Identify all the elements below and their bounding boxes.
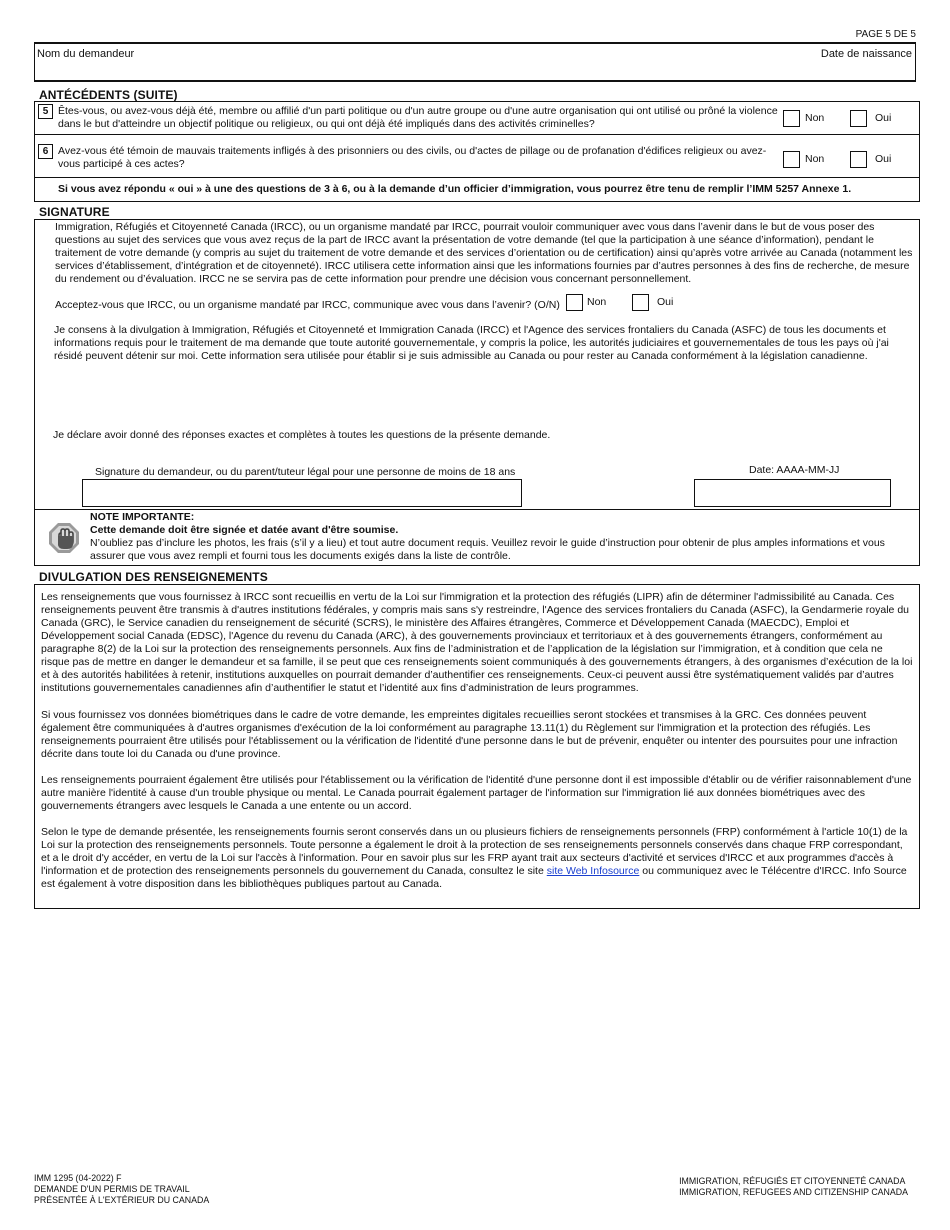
question-5 [34, 101, 920, 135]
page-number: PAGE 5 DE 5 [855, 29, 916, 40]
disclosure-section-title: DIVULGATION DES RENSEIGNEMENTS [39, 570, 268, 584]
date-field[interactable] [694, 479, 891, 507]
signature-section [34, 219, 920, 510]
disclosure-paragraph-4 [41, 826, 913, 891]
important-note-subtitle: Cette demande doit être signée et datée avant d'être soumise. [90, 524, 399, 536]
disclosure-paragraph-4-before: Selon le type de demande présentée, les renseignements fournis seront conservés dans un ou plusieurs fichiers de renseignements personnels (FRP) conformément à l'article 10(1) de la Loi sur la protection des renseignements personnels. Toute personne a également le droit à la protection de ses renseignements personnels conservés dans chaque FRP correspondant, et a le droit d'y accéder, en vertu de la Loi sur l'accès à l'information. Pour en savoir plus sur les FRP ayant trait aux secteurs d'activité et services d'IRCC et aux programmes d'accès à l'information et de protection des renseignements personnels du gouvernement du Canada, consultez le site [41, 826, 908, 877]
department-name-en: IMMIGRATION, REFUGEES AND CITIZENSHIP CANADA [679, 1187, 908, 1197]
disclosure-paragraph-1: Les renseignements que vous fournissez à IRCC sont recueillis en vertu de la Loi sur l'immigration et la protection des réfugiés (LIPR) afin de déterminer l'admissibilité au Canada. Ces renseignements peuvent être transmis à d'autres institutions fédérales, y compris mais sans s'y restreindre, l'Agence des services frontaliers du Canada (ASFC), la Gendarmerie royale du Canada (GRC), le Service canadien du renseignement de sécurité (SCRS), le ministère des Affaires étrangères, Commerce et Développement Canada (MAECDC), Emploi et Développement social Canada (EDSC), l'Agence du revenu du Canada (ARC), à des gouvernements provinciaux et territoriaux et à des gouvernements étrangers, conformément au paragraphe 8(2) de la Loi sur la protection des renseignements personnels. Aux fins de l’administration et de l’application de la législation sur l’immigration, et à condition que cela ne risque pas de mettre en danger le demandeur et sa famille, il se peut que ces renseignements soient communiqués à des gouvernements étrangers, à des organismes d’exécution de la loi et à des autorités habilitées à retenir, institutions auxquelles on pourrait demander d’authentifier ces renseignements. Ceux-ci peuvent aussi être systématiquement validés par d’autres institutions gouvernementales canadiennes afin d’authentifier le statut et l’identité aux fins d’administration de leurs programmes. [41, 591, 913, 694]
date-of-birth-label: Date de naissance [820, 48, 912, 60]
question-6 [34, 134, 920, 178]
disclosure-paragraph-3: Les renseignements pourraient également être utilisés pour l'établissement ou la vérification de l'identité d'une personne dont il est impossible d'établir ou de vérifier raisonnablement d'une autre manière l'identité à cause d'un trouble physique ou mental. Le Canada pourrait également partager de l'information sur l'immigration lié aux données biométriques avec des gouvernements étrangers avec lesquels le Canada a une entente ou un accord. [41, 774, 912, 812]
question-5-yes-checkbox[interactable] [850, 110, 867, 127]
annex-note-box [34, 178, 920, 202]
question-5-no-label: Non [805, 112, 825, 124]
disclosure-paragraph-2: Si vous fournissez vos données biométriques dans le cadre de votre demande, les empreintes digitales recueillies seront stockées et transmises à la GRC. Ces données peuvent également être communiquées à d'autres organismes d'exécution de la loi conformément au paragraphe 13.11(1) du Règlement sur l'immigration et la protection des réfugiés. Les renseignements pourraient être utilisés pour l'établissement ou la vérification de l'identité d'une personne dans le but de prévenir, enquêter ou intenter des poursuites pour une infraction décrite dans toute loi du Canada ou d'une province. [41, 709, 898, 760]
form-title-line-1: DEMANDE D'UN PERMIS DE TRAVAIL [34, 1184, 190, 1194]
contact-no-checkbox[interactable] [566, 294, 583, 311]
question-6-yes-checkbox[interactable] [850, 151, 867, 168]
declaration-text: Je déclare avoir donné des réponses exactes et complètes à toutes les questions de la présente demande. [53, 429, 551, 441]
question-6-yes-label: Oui [875, 153, 892, 165]
annex-note: Si vous avez répondu « oui » à une des questions de 3 à 6, ou à la demande d’un officier d’immigration, vous pourrez être tenu de remplir l’IMM 5257 Annexe 1. [58, 183, 852, 195]
important-note-box [34, 509, 920, 566]
consent-paragraph: Je consens à la divulgation à Immigration, Réfugiés et Citoyenneté et Immigration Canada (IRCC) et l'Agence des services frontaliers du Canada (ASFC) de tous les documents et informations requis pour le traitement de ma demande que toute autorité gouvernementale, y compris la police, les autorités judiciaires et gouvernementales de tous les pays où j'ai résidé peuvent détenir sur moi. Cette information sera utilisée pour établir si je suis admissible au Canada ou pour rester au Canada conformément à la législation canadienne. [54, 324, 889, 362]
question-6-text: Avez-vous été témoin de mauvais traitements infligés à des prisonniers ou des civils, ou d'actes de pillage ou de profanation d'édifices religieux ou avez-vous participé à ces actes? [58, 145, 767, 170]
footer-right [679, 1176, 908, 1198]
applicant-name-label: Nom du demandeur [37, 48, 135, 60]
question-5-number: 5 [38, 104, 53, 119]
signature-label: Signature du demandeur, ou du parent/tuteur légal pour une personne de moins de 18 ans [95, 466, 516, 478]
important-note-text: N’oubliez pas d’inclure les photos, les frais (s’il y a lieu) et tout autre document requis. Veuillez revoir le guide d’instruction pour obtenir de plus amples informations et vous assurer que vous avez rempli et fourni tous les documents exigés dans la liste de contrôle. [90, 537, 885, 562]
warning-icon [47, 521, 81, 555]
applicant-header [34, 42, 916, 82]
background-section-title: ANTÉCÉDENTS (SUITE) [39, 88, 178, 102]
important-note-title: NOTE IMPORTANTE: [90, 511, 195, 523]
form-code: IMM 1295 (04-2022) F [34, 1173, 122, 1183]
disclosure-section [34, 584, 920, 909]
contact-yes-checkbox[interactable] [632, 294, 649, 311]
question-5-no-checkbox[interactable] [783, 110, 800, 127]
question-5-yes-label: Oui [875, 112, 892, 124]
contact-yes-label: Oui [657, 296, 674, 308]
question-6-number: 6 [38, 144, 53, 159]
question-5-text: Êtes-vous, ou avez-vous déjà été, membre ou affilié d'un parti politique ou d'un autre groupe ou d'une autre organisation qui ont utilisé ou prôné la violence dans le but d'atteindre un objectif politique ou religieux, ou qui ont déjà été impliqués dans des activités criminelles? [58, 105, 778, 130]
signature-section-title: SIGNATURE [39, 205, 110, 219]
department-name-fr: IMMIGRATION, RÉFUGIÉS ET CITOYENNETÉ CANADA [679, 1176, 906, 1186]
form-title-line-2: PRÉSENTÉE À L'EXTÉRIEUR DU CANADA [34, 1195, 210, 1205]
signature-field[interactable] [82, 479, 522, 507]
question-6-no-checkbox[interactable] [783, 151, 800, 168]
disclosure-paragraph-4-after: ou communiquez avec le Télécentre d'IRCC. Info Source est également à votre disposition dans les bibliothèques publiques partout au Canada. [41, 865, 907, 890]
footer-left [34, 1173, 209, 1206]
infosource-link[interactable]: site Web Infosource [546, 865, 640, 877]
question-6-no-label: Non [805, 153, 825, 165]
date-label: Date: AAAA-MM-JJ [749, 464, 840, 476]
contact-paragraph: Immigration, Réfugiés et Citoyenneté Canada (IRCC), ou un organisme mandaté par IRCC, pourrait vouloir communiquer avec vous dans l’avenir dans le but de vous poser des questions au sujet des services que vous avez reçus de la part de IRCC avant la présentation de votre demande (tel que la participation à une séance d’information), pendant le traitement de votre demande (y compris au sujet du traitement de votre demande et des services d’orientation ou de certification) ainsi qu’après votre arrivée au Canada (notamment les services d’établissement, d’intégration et de citoyenneté). IRCC utilisera cette information ainsi que les informations fournies par d’autres personnes à des fins de recherche, de mesure du rendement ou d’évaluation. IRCC ne se servira pas de cette information pour prendre une décision vous concernant personnellement. [55, 221, 913, 285]
contact-question: Acceptez-vous que IRCC, ou un organisme mandaté par IRCC, communique avec vous dans l’avenir? (O/N) [55, 299, 560, 311]
contact-no-label: Non [587, 296, 607, 308]
